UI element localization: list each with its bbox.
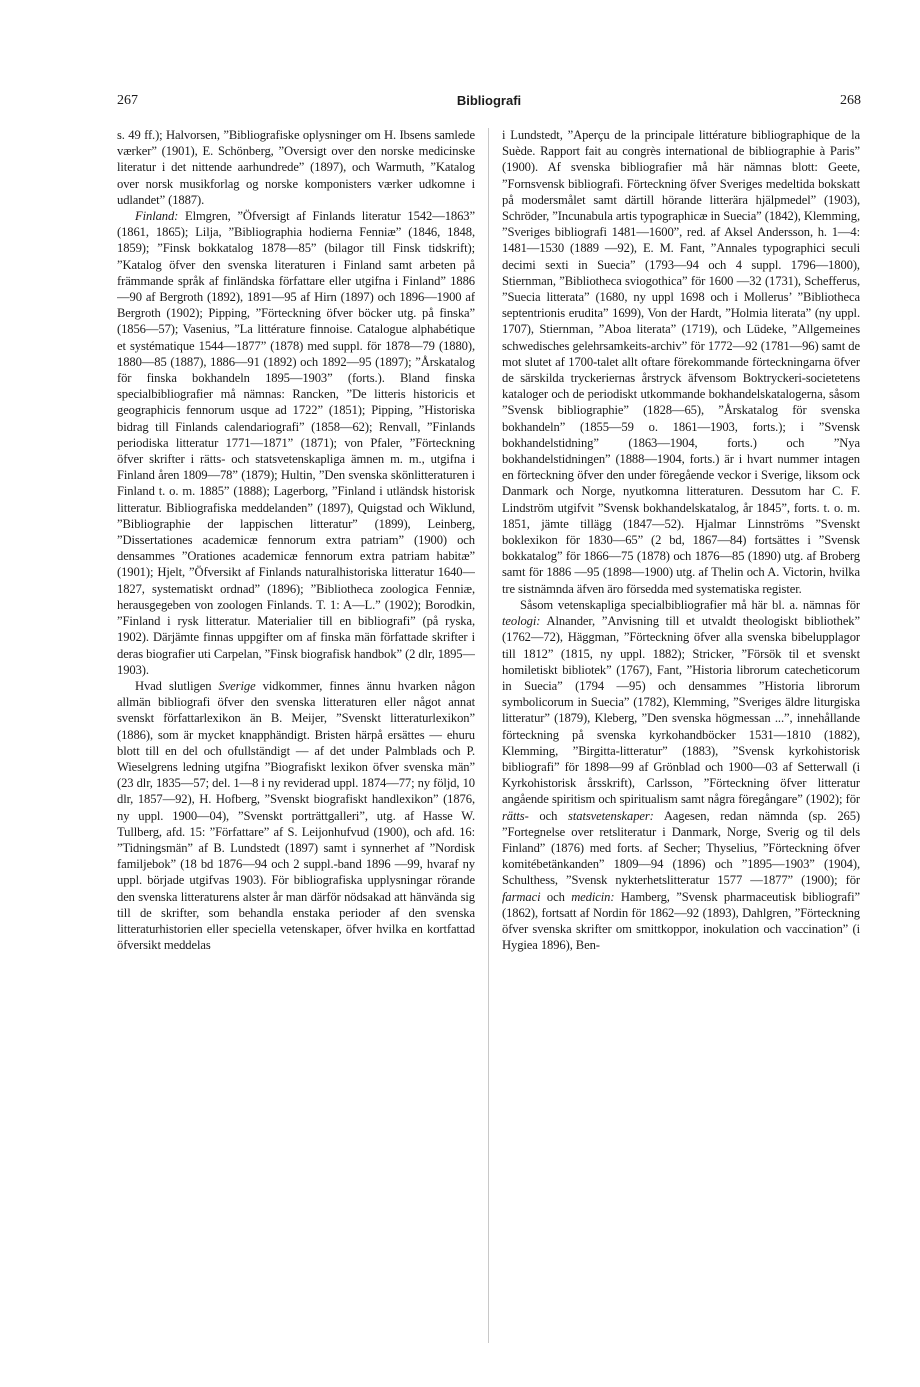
left-column: [117, 127, 475, 1347]
paragraph-text: Aagesen, redan nämnda (sp. 265) ”Fortegnelse over retsliteratur i Danmark, Norge, Sverig og til dels Finland” (1876) med forts. af Secher; Thyselius, ”Förteckning öfver komitébetänkanden” 1809—94 (1896) och ”1895—1903” (1904), Schulthess, ”Svensk nykterhetslitteratur 1577 —1877” (1900); för: [502, 808, 860, 888]
paragraph-text: Hamberg, ”Svensk pharmaceutisk bibliografi” (1862), fortsatt af Nordin för 1862—92 (1893), Dahlgren, ”Förteckning öfver svenska skrifter om smittkoppor, inokulation och vaccination” (i Hygiea 1896), Ben-: [502, 889, 860, 953]
paragraph-finland: [117, 208, 475, 678]
section-lead-law: rätts-: [502, 808, 529, 823]
paragraph-sweden: [117, 678, 475, 953]
paragraph-text: Elmgren, ”Öfversigt af Finlands literatur 1542—1863” (1861, 1865); Lilja, ”Bibliographia hodierna Fenniæ” (1846, 1848, 1859); ”Finsk bokkatalog 1878—85” (bilagor till Finsk tidskrift); ”Katalog öfver den svenska literaturen i Finland samt arbeten på främmande språk af finländska författare eller utgifna i Finland” 1886—90 af Bergroth (1892), 1891—95 af Hirn (1897) och 1896—1900 af Bergroth (1902); Pipping, ”Förteckning öfver böcker utg. på finska” (1856—57); Vasenius, ”La littérature finnoise. Catalogue alphabétique et systématique 1544—1877” (1878) med suppl. för 1878—79 (1880), 1880—85 (1887), 1886—91 (1892) och 1892—95 (1897); ”Årskatalog för finska bokhandeln 1895—1903” (forts.). Bland finska specialbibliografier må nämnas: Rancken, ”De litteris historicis et geographicis fennorum usque ad 1722” (1851); Pipping, ”Historiska bidrag till Finlands calendariografi” (1858—62); Renvall, ”Finlands periodiska litteratur 1771—1871” (1871); von Pfaler, ”Förteckning öfver skrifter i rätts- och statsvetenskapliga ämnen m. m., utgifna i Finland åren 1809—78” (1879); Hultin, ”Den svenska skönlitteraturen i Finland t. o. m. 1885” (1888); Lagerborg, ”Finland i utländsk historisk litteratur. Bibliografiska meddelanden” (1897), Quigstad och Wiklund, ”Bibliographie der lappischen litteratur” (1899), Leinberg, ”Dissertationes academicæ fennorum extra patriam” (1900) och densammes ”Orationes academicæ fennorum extra patriam habitæ” (1901); Hjelt, ”Öfversikt af Finlands naturalhistoriska litteratur 1640—1827, systematiskt ordnad” (1896); ”Bibliotheca zoologica Fenniæ, herausgegeben von zoologen Finlands. T. 1: A—L.” (1902); Borodkin, ”Finland i rysk litteratur. Materialier till en bibliografi” (på ryska, 1902). Därjämte finnas uppgifter om af finska män författade skrifter i deras biografier uti Carpelan, ”Finsk biografisk handbok” (2 dlr, 1895—1903).: [117, 209, 475, 677]
section-lead-political-science: statsvetenskaper:: [568, 808, 654, 823]
page-number-left: 267: [117, 93, 138, 108]
section-lead-theology: teologi:: [502, 614, 541, 629]
paragraph-text: Såsom vetenskapliga specialbibliografier må här bl. a. nämnas för: [520, 597, 860, 612]
page-header: [117, 93, 861, 111]
paragraph-text: och: [528, 808, 569, 823]
paragraph-text: vidkommer, finnes ännu hvarken någon allmän bibliografi öfver den svenska litteraturen eller något annat svenskt författarlexikon än B. Meijer, ”Svenskt litteraturlexikon” (1886), som är mycket knapphändigt. Bristen härpå ersättes — ehuru blott till en del och ofullständigt — af det under Palmblads och P. Wieselgrens ledning utgifna ”Biografiskt lexikon öfver svenska män” (23 dlr, 1835—57; del. 1—8 i ny reviderad uppl. 1874—77; ny följd, 10 dlr, 1857—92), H. Hofberg, ”Svenskt biografiskt handlexikon” (1876, ny uppl. 1900—04), ”Svenskt porträttgalleri”, utg. af Hasse W. Tullberg, afd. 15: ”Författare” af S. Leijonhufvud (1900), och afd. 16: ”Tidningsmän” af B. Lundstedt (1897) samt i synnerhet af ”Nordisk familjebok” (18 bd 1876—94 och 2 suppl.-band 1896 —99, hvaraf ny uppl. började utgifvas 1903). För bibliografiska upplysningar rörande den svenska litteraturens alster år man därför nödsakad att hänvända sig till de skrifter, som behandla enstaka perioder af den svenska litteraturhistorien eller speciella vetenskaper, öfver hvilka en kortfattad öfversikt meddelas: [117, 678, 475, 953]
page-number-right: 268: [840, 93, 861, 108]
column-divider: [488, 128, 489, 1343]
section-lead-pharmacy: farmaci: [502, 889, 541, 904]
paragraph-text: Alnander, ”Anvisning till et utvaldt theologiskt bibliothek” (1762—72), Häggman, ”Förteckning öfver alla svenska bibelupplagor till 1812” (1815, ny uppl. 1882); Stricker, ”Försök til et svenskt homiletiskt bibliotek” (1767), Fant, ”Historia librorum catecheticorum in Suecia” (1794 —95) och densammes ”Historia librorum symbolicorum in Suecia” (1782), Klemming, ”Sveriges äldre liturgiska litteratur” (1879), Kleberg, ”Den svenska högmessan ...”, innehållande förteckning på svenska kyrkohandböcker 1531—1810 (1882), Klemming, ”Birgitta-litteratur” (1883), ”Svensk kyrkohistorisk bibliografi” för 1898—99 af Grönblad och 1900—03 af Setterwall (i Kyrkohistorisk årsskrift), Carlsson, ”Förteckning öfver litteratur angående spiritism och spiritualism samt några föregångare” (1902); för: [502, 614, 860, 807]
section-lead-finland: Finland:: [135, 209, 179, 224]
right-column: [502, 127, 860, 1347]
section-lead-sweden: Sverige: [218, 678, 256, 693]
paragraph-special-bibliographies: [502, 597, 860, 953]
paragraph-text: Hvad slutligen: [135, 678, 219, 693]
section-lead-medicine: medicin:: [571, 889, 615, 904]
running-head: Bibliografi: [456, 93, 522, 108]
paragraph-text: och: [540, 889, 572, 904]
paragraph-swedish-bibliographies: i Lundstedt, ”Aperçu de la principale littérature bibliographique de la Suède. Rapport fait au congrès international de bibliographie à Paris” (1900). Af svenska bibliografier må här nämnas blott: Geete, ”Fornsvensk bibliografi. Förteckning öfver Sveriges medeltida bokskatt på modersmålet samt därtill hörande litterära hjälpmedel” (1903), Schröder, ”Incunabula artis typographicæ in Suecia” (1842), Klemming, ”Sveriges bibliografi 1481—1600”, red. af Aksel Andersson, h. 1—4: 1481—1530 (1889 —92), E. M. Fant, ”Annales typographici seculi decimi sexti in Suecia” (1793—94 och 4 suppl. 1796—1800), Stiernman, ”Bibliotheca sviogothica” för 1600 —32 (1731), Schefferus, ”Suecia litterata” (1680, ny uppl 1698 och i Mollerus’ ”Bibliotheca septentrionis erudita” 1699), Von der Hardt, ”Holmia literata” (ny uppl. 1707), Stiernman, ”Aboa literata” (1719), och Lüdeke, ”Allgemeines schwedisches gelehrsamkeits-archiv” för 1772—92 (1781—96) samt de mot slutet af 1700-talet allt oftare förekommande förteckningarna öfver de särskilda tryckeriernas årstryck äfvensom Boktryckeri-societetens kataloger och de periodiskt utkommande bokhandelskatalogerna, såsom ”Svensk bibliographie” (1828—65), ”Årskatalog för svenska bokhandeln” (1855—59 o. 1861—1903, forts.); i ”Svensk bokhandelstidning” (1863—1904, forts.) och ”Nya bokhandelstidningen” (1888—1904, forts.) är i hvart nummer intagen en förteckning öfver den under föregående veckor i Sverige, liksom ock Danmark och Norge, nyutkomna litteraturen. Dessutom har C. F. Lindström utgifvit ”Svensk bokhandelskatalog, år 1845”, forts. t. o. m. 1851, jämte tillägg (1847—52). Hjalmar Linnströms ”Svenskt boklexikon för 1830—65” (2 bd, 1867—84) fortsättes i ”Svensk bokkatalog” för 1866—75 (1878) och 1876—85 (1890) utg. af Broberg samt för 1886 —95 (1898—1900) utg. af Thelin och A. Victorin, hvilka tre sistnämnda äfven äro försedda med systematiska register.: [502, 128, 860, 596]
paragraph-norway-end: s. 49 ff.); Halvorsen, ”Bibliografiske oplysninger om H. Ibsens samlede værker” (1901), E. Schönberg, ”Oversigt over den norske medicinske literatur i det nittende aarhundrede” (1897), och Warmuth, ”Katalog over norsk musikforlag og norske komponisters værker udkomne i udlandet” (1887).: [117, 128, 475, 207]
